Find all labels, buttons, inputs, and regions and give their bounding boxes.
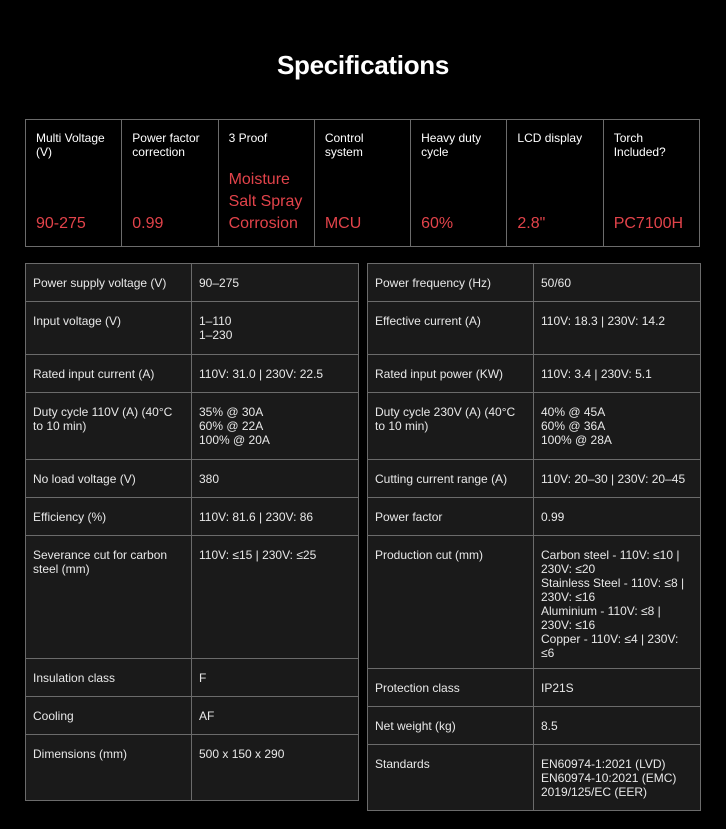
summary-value: 90-275: [36, 215, 86, 232]
spec-value: 90–275: [192, 264, 359, 302]
table-row: [368, 302, 701, 355]
spec-key: Power supply voltage (V): [26, 264, 192, 302]
table-row: [26, 498, 359, 536]
summary-label: 3 Proof: [228, 131, 268, 145]
spec-value: AF: [192, 697, 359, 735]
spec-key: Cutting current range (A): [368, 460, 534, 498]
spec-value: EN60974-1:2021 (LVD) EN60974-10:2021 (EMC) 2019/125/EC (EER): [534, 745, 701, 811]
table-row: [26, 264, 359, 302]
summary-label: Control system: [324, 131, 364, 159]
table-row: [368, 393, 701, 460]
summary-value: PC7100H: [613, 215, 684, 232]
summary-cell-duty-cycle: [411, 120, 507, 246]
table-row: [368, 745, 701, 811]
spec-value: 380: [192, 460, 359, 498]
spec-value: 110V: 20–30 | 230V: 20–45: [534, 460, 701, 498]
summary-label: LCD display: [517, 131, 583, 145]
table-row: [368, 264, 701, 302]
table-row: [26, 302, 359, 355]
spec-key: Net weight (kg): [368, 707, 534, 745]
table-row: [368, 460, 701, 498]
spec-value: IP21S: [534, 669, 701, 707]
summary-label: Multi Voltage (V): [36, 131, 105, 159]
summary-cell-power-factor: [122, 120, 218, 246]
spec-key: Protection class: [368, 669, 534, 707]
spec-value: 50/60: [534, 264, 701, 302]
spec-key: Rated input power (KW): [368, 355, 534, 393]
spec-key: Standards: [368, 745, 534, 811]
table-row: [26, 735, 359, 801]
spec-value: 8.5: [534, 707, 701, 745]
spec-value: 500 x 150 x 290: [192, 735, 359, 801]
summary-label: Power factor correction: [132, 131, 200, 159]
spec-key: Efficiency (%): [26, 498, 192, 536]
spec-key: Duty cycle 110V (A) (40°C to 10 min): [26, 393, 192, 460]
spec-key: Effective current (A): [368, 302, 534, 355]
spec-value: 1–110 1–230: [192, 302, 359, 355]
spec-key: Rated input current (A): [26, 355, 192, 393]
page-title: Specifications: [276, 50, 450, 80]
table-row: [26, 536, 359, 659]
spec-value: 110V: 3.4 | 230V: 5.1: [534, 355, 701, 393]
table-row: [26, 659, 359, 697]
spec-key: Production cut (mm): [368, 536, 534, 669]
spec-value: 110V: 81.6 | 230V: 86: [192, 498, 359, 536]
summary-label: Heavy duty cycle: [421, 131, 482, 159]
summary-cell-control-system: [315, 120, 411, 246]
table-row: [368, 355, 701, 393]
spec-value: 110V: 31.0 | 230V: 22.5: [192, 355, 359, 393]
table-row: [368, 707, 701, 745]
spec-value: 0.99: [534, 498, 701, 536]
table-row: [368, 498, 701, 536]
summary-value: 0.99: [132, 215, 164, 232]
table-row: [26, 355, 359, 393]
spec-key: Severance cut for carbon steel (mm): [26, 536, 192, 659]
spec-key: Power frequency (Hz): [368, 264, 534, 302]
spec-key: Input voltage (V): [26, 302, 192, 355]
spec-key: Insulation class: [26, 659, 192, 697]
spec-key: Cooling: [26, 697, 192, 735]
summary-value: Moisture Salt Spray Corrosion: [228, 171, 303, 232]
spec-key: No load voltage (V): [26, 460, 192, 498]
table-row: [26, 697, 359, 735]
summary-value: 60%: [421, 215, 454, 232]
summary-cell-lcd-display: [507, 120, 603, 246]
summary-cell-3-proof: [219, 120, 315, 246]
spec-key: Dimensions (mm): [26, 735, 192, 801]
spec-value: 110V: 18.3 | 230V: 14.2: [534, 302, 701, 355]
spec-value: F: [192, 659, 359, 697]
spec-table-right: [367, 263, 701, 811]
summary-strip: [25, 119, 700, 247]
spec-value: 40% @ 45A 60% @ 36A 100% @ 28A: [534, 393, 701, 460]
spec-key: Power factor: [368, 498, 534, 536]
table-row: [26, 393, 359, 460]
summary-value: 2.8": [517, 215, 546, 232]
spec-table-left: [25, 263, 359, 801]
summary-label: Torch Included?: [613, 131, 666, 159]
table-row: [26, 460, 359, 498]
summary-cell-multi-voltage: [26, 120, 122, 246]
table-row: [368, 669, 701, 707]
spec-value: 110V: ≤15 | 230V: ≤25: [192, 536, 359, 659]
spec-value: 35% @ 30A 60% @ 22A 100% @ 20A: [192, 393, 359, 460]
summary-value: MCU: [324, 215, 362, 232]
table-row: [368, 536, 701, 669]
spec-value: Carbon steel - 110V: ≤10 | 230V: ≤20 Stainless Steel - 110V: ≤8 | 230V: ≤16 Aluminium - 110V: ≤8 | 230V: ≤16 Copper - 110V: ≤4 | 230V: ≤6: [534, 536, 701, 669]
summary-cell-torch: [604, 120, 699, 246]
spec-key: Duty cycle 230V (A) (40°C to 10 min): [368, 393, 534, 460]
